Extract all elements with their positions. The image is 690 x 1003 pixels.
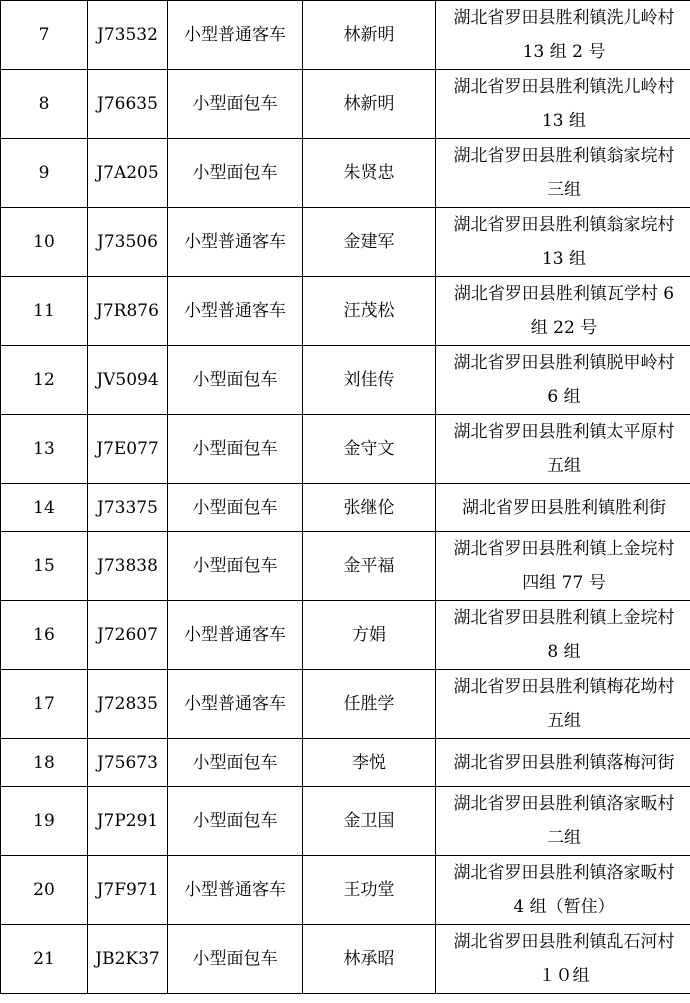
- vehicle-type-cell: 小型面包车: [168, 532, 303, 601]
- table-row: [1, 925, 690, 994]
- address-line: 湖北省罗田县胜利镇洗儿岭村: [453, 77, 675, 97]
- owner-name-cell: 汪茂松: [303, 277, 436, 346]
- address-line: 湖北省罗田县胜利镇落梅河街: [453, 752, 675, 773]
- vehicle-type-cell: 小型普通客车: [168, 601, 303, 670]
- row-number-cell: 21: [1, 925, 88, 994]
- plate-number-cell: J7R876: [88, 277, 168, 346]
- address-line: 13 组 2 号: [522, 42, 606, 62]
- row-number-cell: 17: [1, 670, 88, 739]
- row-number-cell: 10: [1, 208, 88, 277]
- address-line: 湖北省罗田县胜利镇洛家畈村: [453, 794, 675, 814]
- table-row: [1, 787, 690, 856]
- plate-number-cell: J73506: [88, 208, 168, 277]
- address-line: 湖北省罗田县胜利镇胜利街: [462, 497, 666, 518]
- table-row: [1, 139, 690, 208]
- table-row: [1, 484, 690, 532]
- vehicle-type-cell: 小型面包车: [168, 925, 303, 994]
- address-line: 湖北省罗田县胜利镇洛家畈村: [453, 863, 675, 883]
- address-line: 三组: [547, 180, 581, 200]
- vehicle-type-cell: 小型普通客车: [168, 856, 303, 925]
- row-number-cell: 19: [1, 787, 88, 856]
- row-number-cell: 14: [1, 484, 88, 532]
- plate-number-cell: J7P291: [88, 787, 168, 856]
- address-line: 四组 77 号: [522, 573, 606, 593]
- table-row: [1, 415, 690, 484]
- owner-name-cell: 林新明: [303, 70, 436, 139]
- plate-number-cell: J73838: [88, 532, 168, 601]
- vehicle-type-cell: 小型普通客车: [168, 1, 303, 70]
- address-line: 湖北省罗田县胜利镇脱甲岭村: [453, 353, 675, 373]
- plate-number-cell: J75673: [88, 739, 168, 787]
- vehicle-type-cell: 小型普通客车: [168, 208, 303, 277]
- address-line: １０组: [538, 966, 590, 986]
- plate-number-cell: J7A205: [88, 139, 168, 208]
- plate-number-cell: J76635: [88, 70, 168, 139]
- vehicle-type-cell: 小型面包车: [168, 346, 303, 415]
- row-number-cell: 13: [1, 415, 88, 484]
- table-row: [1, 70, 690, 139]
- plate-number-cell: J73532: [88, 1, 168, 70]
- address-cell: [436, 601, 690, 670]
- plate-number-cell: JB2K37: [88, 925, 168, 994]
- plate-number-cell: J7E077: [88, 415, 168, 484]
- owner-name-cell: 张继伦: [303, 484, 436, 532]
- address-cell: [436, 208, 690, 277]
- table-row: [1, 346, 690, 415]
- owner-name-cell: 金建军: [303, 208, 436, 277]
- owner-name-cell: 金守文: [303, 415, 436, 484]
- address-cell: [436, 856, 690, 925]
- vehicle-type-cell: 小型普通客车: [168, 670, 303, 739]
- address-cell: [436, 346, 690, 415]
- owner-name-cell: 李悦: [303, 739, 436, 787]
- address-cell: [436, 925, 690, 994]
- owner-name-cell: 王功堂: [303, 856, 436, 925]
- address-cell: [436, 484, 690, 532]
- table-row: [1, 739, 690, 787]
- table-row: [1, 1, 690, 70]
- row-number-cell: 16: [1, 601, 88, 670]
- row-number-cell: 18: [1, 739, 88, 787]
- plate-number-cell: J7F971: [88, 856, 168, 925]
- address-cell: [436, 277, 690, 346]
- address-cell: [436, 1, 690, 70]
- owner-name-cell: 朱贤忠: [303, 139, 436, 208]
- address-line: 组 22 号: [530, 318, 598, 338]
- vehicle-type-cell: 小型面包车: [168, 484, 303, 532]
- owner-name-cell: 方娟: [303, 601, 436, 670]
- row-number-cell: 15: [1, 532, 88, 601]
- plate-number-cell: J72835: [88, 670, 168, 739]
- address-line: 6 组: [547, 387, 581, 407]
- vehicle-type-cell: 小型面包车: [168, 787, 303, 856]
- owner-name-cell: 林承昭: [303, 925, 436, 994]
- table-row: [1, 532, 690, 601]
- owner-name-cell: 林新明: [303, 1, 436, 70]
- table-row: [1, 208, 690, 277]
- address-line: 8 组: [547, 642, 581, 662]
- address-line: 湖北省罗田县胜利镇乱石河村: [453, 932, 675, 952]
- vehicle-type-cell: 小型面包车: [168, 70, 303, 139]
- owner-name-cell: 金卫国: [303, 787, 436, 856]
- owner-name-cell: 刘佳传: [303, 346, 436, 415]
- row-number-cell: 11: [1, 277, 88, 346]
- plate-number-cell: J73375: [88, 484, 168, 532]
- row-number-cell: 7: [1, 1, 88, 70]
- table-body: [1, 1, 690, 994]
- address-line: 湖北省罗田县胜利镇瓦学村 6: [453, 284, 675, 304]
- address-line: 湖北省罗田县胜利镇洗儿岭村: [453, 8, 675, 28]
- vehicle-type-cell: 小型普通客车: [168, 277, 303, 346]
- address-line: 湖北省罗田县胜利镇翁家垸村: [453, 146, 675, 166]
- vehicle-type-cell: 小型面包车: [168, 139, 303, 208]
- owner-name-cell: 金平福: [303, 532, 436, 601]
- table-row: [1, 277, 690, 346]
- table-row: [1, 856, 690, 925]
- row-number-cell: 20: [1, 856, 88, 925]
- address-line: 13 组: [541, 249, 587, 269]
- address-line: 湖北省罗田县胜利镇太平原村: [453, 422, 675, 442]
- row-number-cell: 8: [1, 70, 88, 139]
- address-cell: [436, 532, 690, 601]
- table-row: [1, 601, 690, 670]
- plate-number-cell: J72607: [88, 601, 168, 670]
- address-line: 湖北省罗田县胜利镇上金垸村: [453, 539, 675, 559]
- table-row: [1, 670, 690, 739]
- address-line: 湖北省罗田县胜利镇翁家垸村: [453, 215, 675, 235]
- vehicle-type-cell: 小型面包车: [168, 415, 303, 484]
- row-number-cell: 9: [1, 139, 88, 208]
- address-cell: [436, 739, 690, 787]
- address-cell: [436, 415, 690, 484]
- address-cell: [436, 787, 690, 856]
- vehicle-type-cell: 小型面包车: [168, 739, 303, 787]
- address-line: 湖北省罗田县胜利镇梅花坳村: [453, 677, 675, 697]
- address-line: 五组: [547, 711, 581, 731]
- owner-name-cell: 任胜学: [303, 670, 436, 739]
- address-line: 五组: [547, 456, 581, 476]
- address-line: 13 组: [541, 111, 587, 131]
- address-line: 4 组（暂住）: [513, 897, 615, 917]
- row-number-cell: 12: [1, 346, 88, 415]
- address-line: 湖北省罗田县胜利镇上金垸村: [453, 608, 675, 628]
- plate-number-cell: JV5094: [88, 346, 168, 415]
- address-line: 二组: [547, 828, 581, 848]
- address-cell: [436, 670, 690, 739]
- address-cell: [436, 70, 690, 139]
- address-cell: [436, 139, 690, 208]
